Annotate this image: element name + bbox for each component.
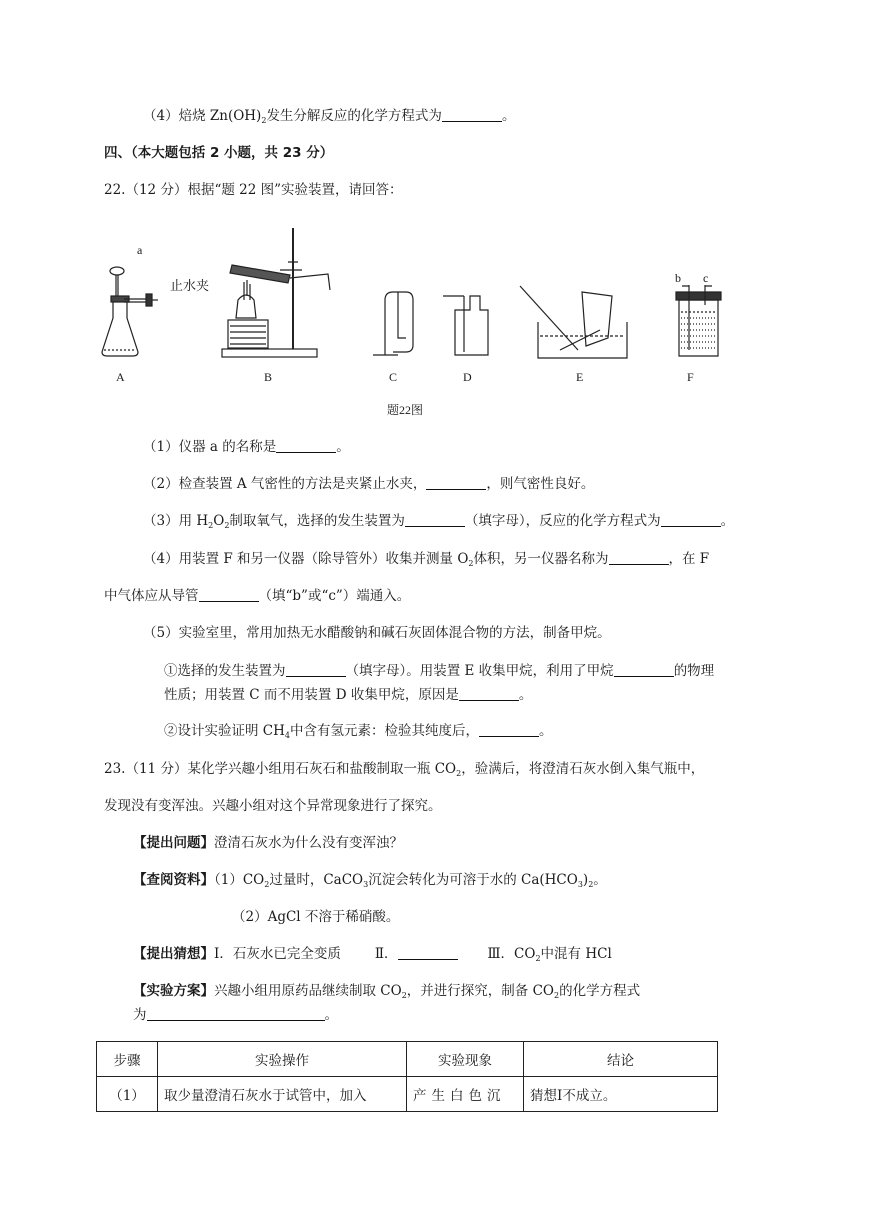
q23-plan-2: 为 。 [133,1007,338,1023]
q22-p2: （2）检查装置 A 气密性的方法是夹紧止水夹， ，则气密性良好。 [143,476,595,492]
experiment-table [96,1041,718,1112]
apparatus-e-trough [520,286,627,358]
apparatus-d-bottle [443,296,488,355]
figure-caption: 题22图 [387,403,424,417]
q22-p5-1b: 性质；用装置 C 而不用装置 D 收集甲烷，原因是 。 [164,687,533,703]
q22-p5: （5）实验室里，常用加热无水醋酸钠和碱石灰固体混合物的方法，制备甲烷。 [143,625,611,641]
answer-blank[interactable] [405,512,465,527]
fig-label-c: C [389,370,398,384]
q23-info-2: （2）AgCl 不溶于稀硝酸。 [232,909,400,925]
answer-blank[interactable] [398,945,458,960]
q22-intro: 22.（12 分）根据“题 22 图”实验装置，请回答： [104,182,403,198]
answer-blank[interactable] [276,438,336,453]
fig-label-a: A [116,370,125,384]
table-header-cell: 实验现象 [407,1042,524,1077]
apparatus-b-heating [222,228,330,357]
table-header-cell: 实验操作 [158,1042,407,1077]
fig-label-f: F [687,370,694,384]
label-clamp: 止水夹 [170,278,210,293]
table-header-row [97,1042,718,1077]
q21-part4-line: （4）焙烧 $Zn(OH)_2$发生分解反应的化学方程式为 。 [143,108,516,125]
answer-blank[interactable] [426,475,486,490]
q23-plan: 【实验方案】兴趣小组用原药品继续制取 $CO_2$，并进行探究，制备 $CO_2$的化学方程式 [133,983,641,1000]
q22-p5-1: ①选择的发生装置为 （填字母）。用装置 E 收集甲烷，利用了甲烷 的物理 [164,663,715,679]
label-b: b [675,271,681,285]
table-header-cell: 结论 [524,1042,718,1077]
answer-blank[interactable] [442,107,502,122]
answer-blank[interactable] [199,587,259,602]
table-row [97,1077,718,1112]
fig-label-e: E [576,370,584,384]
answer-blank[interactable] [459,686,519,701]
q22-p5-2: ②设计实验证明 $CH_4$中含有氢元素：检验其纯度后， 。 [164,723,553,740]
label-c: c [703,271,709,285]
answer-blank[interactable] [479,722,539,737]
answer-blank[interactable] [614,662,674,677]
table-cell: 产生白色沉 [407,1077,524,1112]
apparatus-a-flask [102,267,158,356]
apparatus-c-bottle [373,292,413,355]
table-header-cell: 步骤 [97,1042,158,1077]
answer-blank[interactable] [661,512,721,527]
fig-label-d: D [463,370,472,384]
answer-blank[interactable] [286,662,346,677]
q23-question: 【提出问题】澄清石灰水为什么没有变浑浊？ [133,835,403,851]
fig-label-b: B [264,370,273,384]
q23-intro-2: 发现没有变浑浊。兴趣小组对这个异常现象进行了探究。 [104,798,442,814]
answer-blank[interactable] [609,550,669,565]
answer-blank[interactable] [147,1006,325,1021]
q22-p1: （1）仪器 a 的名称是 。 [143,439,350,455]
q23-info-1: 【查阅资料】$(1)CO_2$过量时，CaCO$_3$沉淀会转化为可溶于水的 $Ca(HCO_3)_2$。 [133,872,607,889]
section-heading: 四、（本大题包括 2 小题，共 23 分） [104,145,334,161]
table-cell: （1） [97,1077,158,1112]
table-cell: 取少量澄清石灰水于试管中，加入 [158,1077,407,1112]
label-a: a [137,243,143,257]
q23-intro-1: 23.（11 分）某化学兴趣小组用石灰石和盐酸制取一瓶 $CO_2$，验满后，将澄清石灰水倒入集气瓶中， [104,761,705,778]
q23-guess: 【提出猜想】Ⅰ．石灰水已完全变质 Ⅱ． Ⅲ．$CO_2$中混有 HCl [133,946,612,963]
q22-p4b: 中气体应从导管 （填“b”或“c”）端通入。 [104,588,411,604]
q22-p4: （4）用装置 F 和另一仪器（除导管外）收集并测量 $O_2$体积，另一仪器名称为 ，在 F [143,551,710,568]
q22-p3: （3）用 $H_2O_2$制取氧气，选择的发生装置为 （填字母），反应的化学方程式为 。 [143,513,735,530]
apparatus-f-bottle [676,285,721,356]
table-cell: 猜想Ⅰ不成立。 [524,1077,718,1112]
